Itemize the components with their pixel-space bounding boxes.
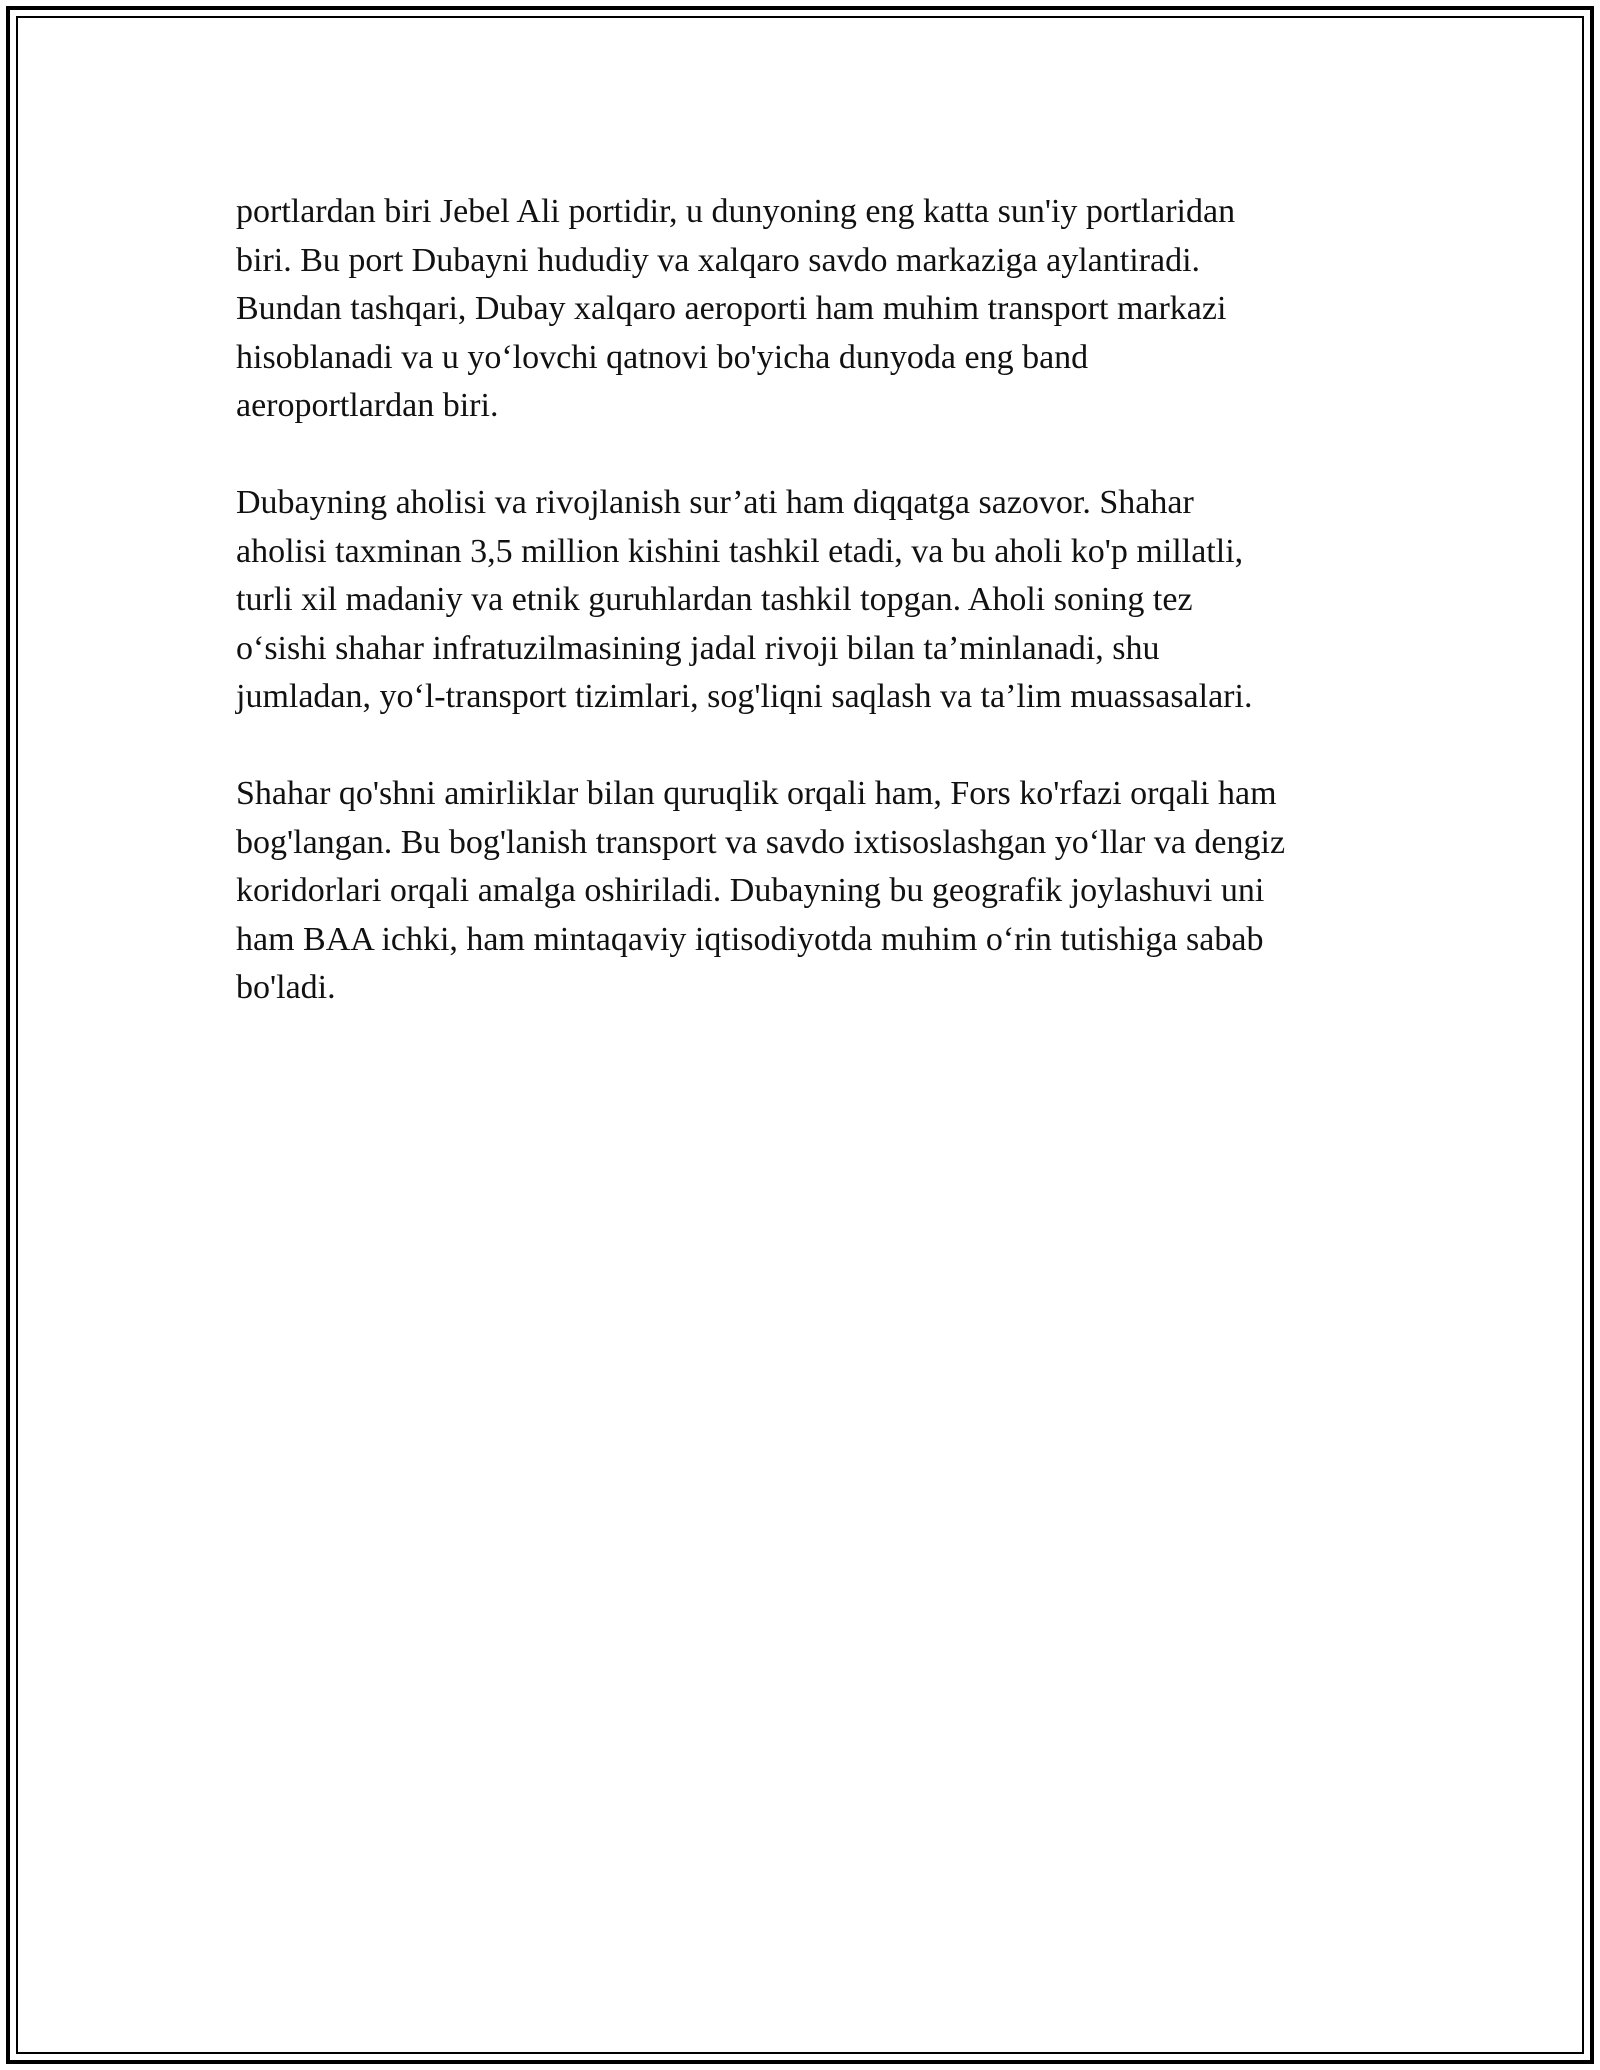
text-line: ham BAA ichki, ham mintaqaviy iqtisodiyotda muhim o‘rin tutishiga sabab — [236, 920, 1264, 958]
text-line: jumladan, yo‘l-transport tizimlari, sog'liqni saqlash va ta’lim muassasalari. — [236, 678, 1253, 715]
text-line: turli xil madaniy va etnik guruhlardan tashkil topgan. Aholi soning tez — [236, 581, 1193, 618]
text-line: bo'ladi. — [236, 969, 336, 1006]
text-line: aholisi taxminan 3,5 million kishini tashkil etadi, va bu aholi ko'p millatli, — [236, 532, 1244, 570]
text-line: portlardan biri Jebel Ali portidir, u dunyoning eng katta sun'iy portlaridan — [236, 193, 1236, 230]
text-line: hisoblanadi va u yo‘lovchi qatnovi bo'yicha dunyoda eng band — [236, 338, 1089, 376]
paragraph-3 — [236, 770, 1376, 1013]
text-line: aeroportlardan biri. — [236, 387, 499, 424]
paragraph-2 — [236, 479, 1376, 722]
text-line: biri. Bu port Dubayni hududiy va xalqaro savdo markaziga aylantiradi. — [236, 241, 1201, 279]
text-line: Bundan tashqari, Dubay xalqaro aeroporti ham muhim transport markazi — [236, 290, 1227, 327]
document-body — [236, 188, 1376, 1061]
text-line: koridorlari orqali amalga oshiriladi. Dubayning bu geografik joylashuvi uni — [236, 872, 1265, 909]
text-line: bog'langan. Bu bog'lanish transport va savdo ixtisoslashgan yo‘llar va dengiz — [236, 823, 1286, 861]
text-line: Shahar qo'shni amirliklar bilan quruqlik orqali ham, Fors ko'rfazi orqali ham — [236, 775, 1277, 812]
text-line: Dubayning aholisi va rivojlanish sur’ati ham diqqatga sazovor. Shahar — [236, 484, 1194, 521]
paragraph-1 — [236, 188, 1376, 431]
text-line: o‘sishi shahar infratuzilmasining jadal rivoji bilan ta’minlanadi, shu — [236, 629, 1160, 667]
